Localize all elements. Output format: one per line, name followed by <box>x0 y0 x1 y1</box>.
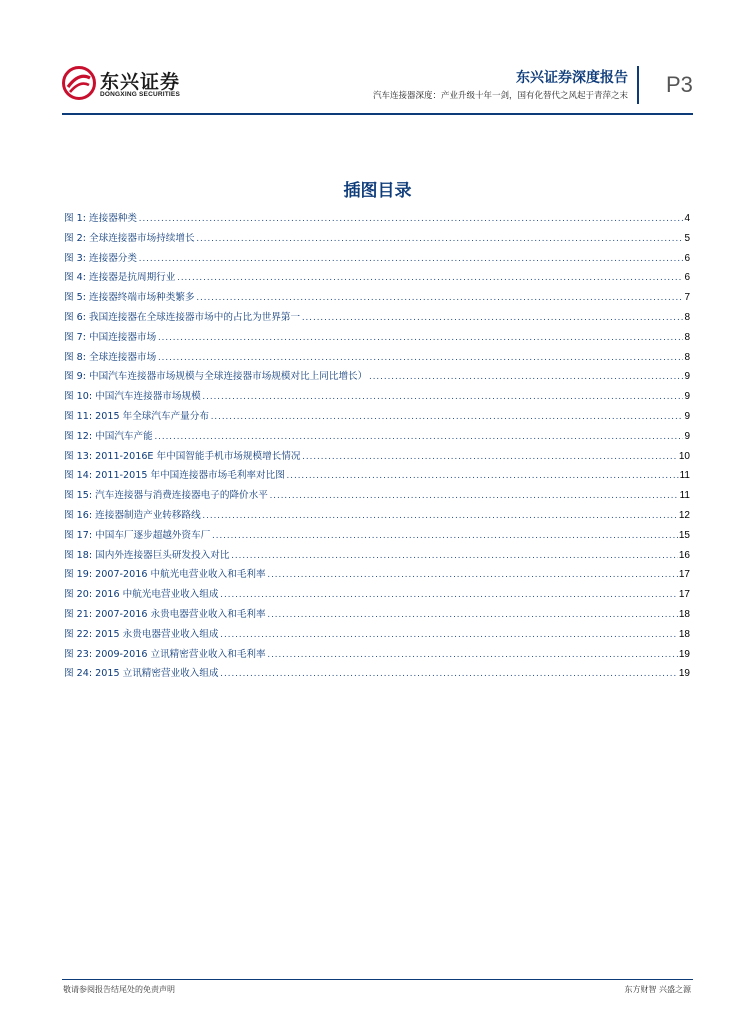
report-subtitle: 汽车连接器深度：产业升级十年一剑，国有化替代之风起于青萍之末 <box>372 91 628 101</box>
toc-leader-dots <box>230 552 677 560</box>
page-number: P3 <box>666 72 693 97</box>
toc-entry-page: 7 <box>684 292 690 304</box>
toc-entry-page: 11 <box>679 490 690 502</box>
footer-slogan: 东方财智 兴盛之源 <box>624 985 691 994</box>
toc-entry-label: 图 23: 2009-2016 立讯精密营业收入和毛利率 <box>64 648 266 660</box>
toc-entry-page: 18 <box>678 608 690 620</box>
toc-leader-dots <box>157 354 683 362</box>
toc-entry[interactable] <box>64 626 690 646</box>
toc-entry-label: 图 12: 中国汽车产能 <box>64 430 153 442</box>
toc-leader-dots <box>157 334 683 342</box>
toc-leader-dots <box>301 453 677 461</box>
toc-entry-page: 9 <box>684 410 690 422</box>
toc-entry-label: 图 7: 中国连接器市场 <box>64 331 157 343</box>
toc-leader-dots <box>211 532 678 540</box>
toc-entry-page: 9 <box>684 371 690 383</box>
toc-entry[interactable] <box>64 665 690 685</box>
toc-entry-page: 9 <box>684 430 690 442</box>
toc-leader-dots <box>286 472 679 480</box>
toc-entry-label: 图 18: 国内外连接器巨头研发投入对比 <box>64 549 230 561</box>
toc-leader-dots <box>267 651 678 659</box>
company-logo <box>62 64 182 104</box>
toc-entry[interactable] <box>64 507 690 527</box>
toc-heading: 插图目录 <box>343 181 412 201</box>
toc-leader-dots <box>196 235 684 243</box>
toc-leader-dots <box>176 274 683 282</box>
report-title: 东兴证券深度报告 <box>516 70 628 86</box>
toc-entry-page: 9 <box>684 391 690 403</box>
header-divider <box>637 66 639 104</box>
toc-entry[interactable] <box>64 408 690 428</box>
toc-entry[interactable] <box>64 230 690 250</box>
toc-entry-page: 11 <box>679 470 690 482</box>
toc-entry-page: 8 <box>684 331 690 343</box>
toc-leader-dots <box>267 611 678 619</box>
toc-entry-label: 图 3: 连接器分类 <box>64 252 137 264</box>
toc-entry-page: 8 <box>684 311 690 323</box>
page-header <box>0 0 755 118</box>
toc-entry[interactable] <box>64 467 690 487</box>
toc-entry-label: 图 5: 连接器终端市场种类繁多 <box>64 292 195 304</box>
toc-entry-label: 图 17: 中国车厂逐步超越外资车厂 <box>64 529 211 541</box>
toc-entry[interactable] <box>64 388 690 408</box>
toc-entry-page: 10 <box>678 450 690 462</box>
toc-entry-label: 图 6: 我国连接器在全球连接器市场中的占比为世界第一 <box>64 311 301 323</box>
toc-entry[interactable] <box>64 349 690 369</box>
toc-leader-dots <box>202 512 678 520</box>
toc-entry-label: 图 19: 2007-2016 中航光电营业收入和毛利率 <box>64 569 266 581</box>
toc-entry[interactable] <box>64 428 690 448</box>
toc-entry-label: 图 22: 2015 永贵电器营业收入组成 <box>64 628 219 640</box>
toc-leader-dots <box>138 215 683 223</box>
toc-entry[interactable] <box>64 289 690 309</box>
toc-leader-dots <box>269 492 679 500</box>
toc-entry[interactable] <box>64 586 690 606</box>
toc-entry-page: 19 <box>678 648 690 660</box>
toc-entry-page: 15 <box>678 529 690 541</box>
toc-entry[interactable] <box>64 210 690 230</box>
toc-leader-dots <box>138 255 683 263</box>
toc-entry-label: 图 15: 汽车连接器与消费连接器电子的降价水平 <box>64 490 268 502</box>
header-rule <box>62 113 693 115</box>
toc-entry-page: 4 <box>684 213 690 224</box>
toc-entry-page: 17 <box>678 569 690 581</box>
footer-rule <box>62 979 693 980</box>
toc-entry-label: 图 16: 连接器制造产业转移路线 <box>64 509 201 521</box>
toc-leader-dots <box>220 670 678 678</box>
toc-entry[interactable] <box>64 487 690 507</box>
toc-entry-page: 19 <box>678 668 690 680</box>
toc-entry[interactable] <box>64 646 690 666</box>
toc-leader-dots <box>220 631 678 639</box>
toc-entry-label: 图 2: 全球连接器市场持续增长 <box>64 232 195 244</box>
toc-entry-label: 图 13: 2011-2016E 年中国智能手机市场规模增长情况 <box>64 450 301 462</box>
figure-index-list <box>64 210 690 685</box>
toc-entry[interactable] <box>64 606 690 626</box>
toc-entry[interactable] <box>64 547 690 567</box>
toc-entry[interactable] <box>64 250 690 270</box>
footer-disclaimer: 敬请参阅报告结尾处的免责声明 <box>63 985 175 994</box>
toc-entry-page: 8 <box>684 351 690 363</box>
toc-leader-dots <box>210 413 683 421</box>
toc-leader-dots <box>368 373 683 381</box>
toc-entry-label: 图 20: 2016 中航光电营业收入组成 <box>64 589 219 601</box>
logo-text-cn: 东兴证券 <box>100 71 181 93</box>
toc-entry[interactable] <box>64 566 690 586</box>
toc-entry-page: 5 <box>684 232 690 244</box>
toc-leader-dots <box>154 433 684 441</box>
toc-leader-dots <box>202 393 684 401</box>
toc-entry[interactable] <box>64 309 690 329</box>
toc-entry[interactable] <box>64 448 690 468</box>
toc-entry-page: 17 <box>678 589 690 601</box>
toc-entry-page: 18 <box>678 628 690 640</box>
toc-entry-page: 16 <box>678 549 690 561</box>
toc-entry-page: 12 <box>678 509 690 521</box>
toc-leader-dots <box>267 571 678 579</box>
toc-entry[interactable] <box>64 368 690 388</box>
toc-entry-label: 图 11: 2015 年全球汽车产量分布 <box>64 410 209 422</box>
toc-entry-label: 图 10: 中国汽车连接器市场规模 <box>64 391 201 403</box>
toc-entry-page: 6 <box>684 252 690 264</box>
toc-leader-dots <box>196 294 684 302</box>
toc-entry-label: 图 8: 全球连接器市场 <box>64 351 157 363</box>
toc-entry-label: 图 9: 中国汽车连接器市场规模与全球连接器市场规模对比上同比增长） <box>64 371 368 383</box>
toc-entry-label: 图 21: 2007-2016 永贵电器营业收入和毛利率 <box>64 608 266 620</box>
toc-leader-dots <box>220 591 678 599</box>
toc-entry[interactable] <box>64 269 690 289</box>
logo-text-en: DONGXING SECURITIES <box>100 91 181 98</box>
toc-entry-label: 图 24: 2015 立讯精密营业收入组成 <box>64 668 219 680</box>
toc-entry-page: 6 <box>684 272 690 284</box>
toc-entry-label: 图 1: 连接器种类 <box>64 213 137 224</box>
dongxing-logo-icon <box>62 66 96 100</box>
toc-entry-label: 图 14: 2011-2015 年中国连接器市场毛利率对比图 <box>64 470 285 482</box>
toc-entry[interactable] <box>64 329 690 349</box>
toc-entry[interactable] <box>64 527 690 547</box>
toc-leader-dots <box>301 314 683 322</box>
toc-entry-label: 图 4: 连接器是抗周期行业 <box>64 272 176 284</box>
